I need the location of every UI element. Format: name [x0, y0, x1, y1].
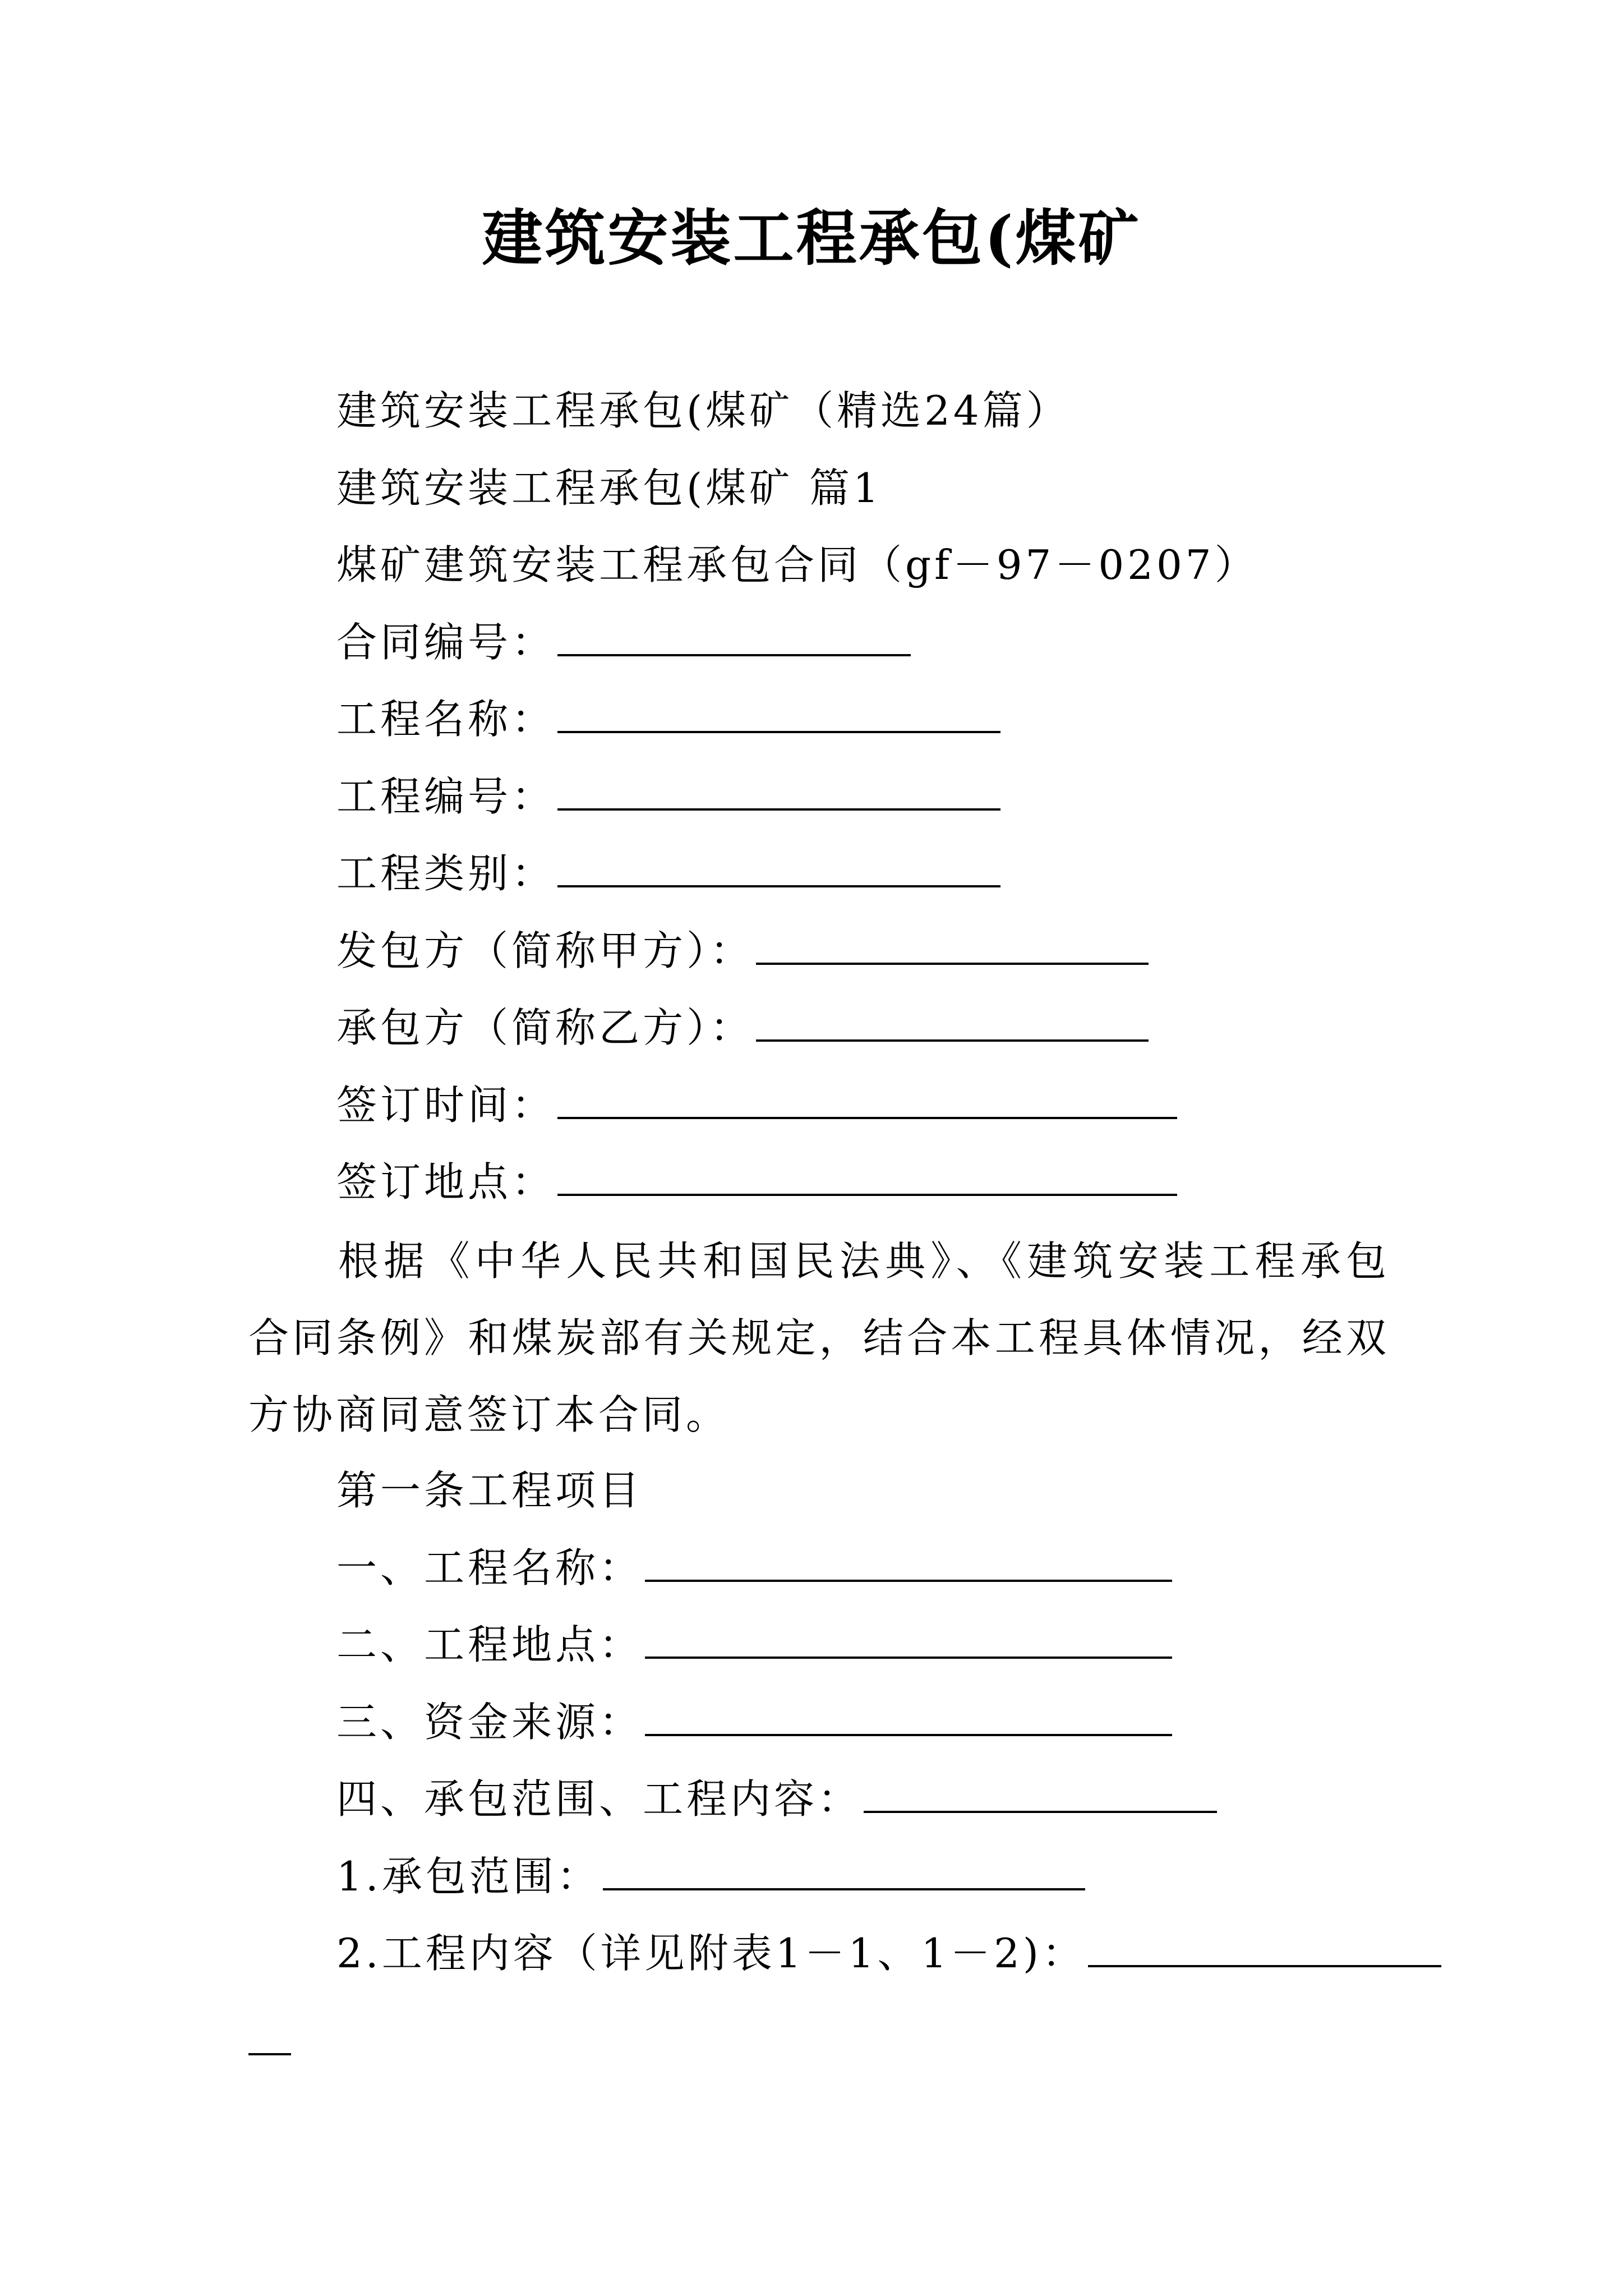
article1-sub2-label: 2.工程内容（详见附表1－1、1－2)： — [336, 1930, 1086, 1977]
sign-time-line — [336, 1077, 1177, 1133]
article1-item1-label: 一、工程名称： — [336, 1544, 643, 1591]
project-no-blank[interactable] — [557, 769, 1000, 811]
party-b-line — [336, 1000, 1149, 1056]
sign-time-label: 签订时间： — [336, 1082, 556, 1129]
sign-place-blank[interactable] — [557, 1154, 1177, 1196]
subtitle-text: 建筑安装工程承包(煤矿（精选24篇） — [336, 387, 1070, 434]
article1-sub1-label: 1.承包范围： — [336, 1853, 601, 1900]
continuation-blank — [248, 2053, 291, 2055]
party-b-blank[interactable] — [756, 1000, 1149, 1042]
article1-item2-label: 二、工程地点： — [336, 1621, 643, 1668]
project-category-label: 工程类别： — [336, 850, 556, 897]
article1-sub1-line — [336, 1848, 1085, 1904]
article1-item3-blank[interactable] — [645, 1695, 1172, 1736]
article1-sub2-blank[interactable] — [1088, 1926, 1441, 1967]
project-category-line — [336, 845, 1000, 901]
contract-no-blank[interactable] — [557, 615, 911, 656]
article1-item3-label: 三、资金来源： — [336, 1699, 643, 1746]
sign-place-line — [336, 1154, 1177, 1210]
article1-item4-blank[interactable] — [864, 1772, 1217, 1813]
project-name-line — [336, 691, 1000, 747]
article1-item1-blank[interactable] — [645, 1540, 1172, 1582]
article1-item1-line — [336, 1540, 1172, 1596]
article1-sub1-blank[interactable] — [603, 1849, 1085, 1890]
article1-item4-line — [336, 1771, 1217, 1827]
article1-heading-line — [336, 1462, 643, 1519]
article1-sub2-line — [336, 1925, 1441, 1981]
part-heading-text: 建筑安装工程承包(煤矿 篇1 — [336, 464, 882, 512]
project-no-label: 工程编号： — [336, 773, 556, 820]
project-category-blank[interactable] — [557, 846, 1000, 887]
article1-item2-blank[interactable] — [645, 1617, 1172, 1659]
article1-item2-line — [336, 1617, 1172, 1673]
subtitle-line — [336, 383, 1070, 439]
sign-place-label: 签订地点： — [336, 1158, 556, 1205]
article1-item3-line — [336, 1694, 1172, 1750]
document-title: 建筑安装工程承包(煤矿 — [482, 203, 1141, 274]
article1-item4-label: 四、承包范围、工程内容： — [336, 1775, 862, 1823]
article1-heading: 第一条工程项目 — [336, 1467, 643, 1514]
project-no-line — [336, 769, 1000, 825]
party-a-blank[interactable] — [756, 923, 1149, 965]
sign-time-blank[interactable] — [557, 1078, 1177, 1119]
intro-paragraph: 根据《中华人民共和国民法典》、《建筑安装工程承包合同条例》和煤炭部有关规定，结合本工程具体情况，经双方协商同意签订本合同。 — [248, 1237, 1390, 1438]
party-a-label: 发包方（简称甲方）： — [336, 927, 754, 974]
project-name-blank[interactable] — [557, 692, 1000, 733]
party-a-line — [336, 923, 1149, 979]
contract-title-line — [336, 537, 1258, 593]
contract-title-text: 煤矿建筑安装工程承包合同（gf－97－0207） — [336, 541, 1258, 588]
project-name-label: 工程名称： — [336, 696, 556, 743]
part-heading-line — [336, 460, 882, 516]
contract-no-line — [336, 614, 911, 670]
party-b-label: 承包方（简称乙方）： — [336, 1004, 754, 1051]
contract-no-label: 合同编号： — [336, 619, 556, 666]
